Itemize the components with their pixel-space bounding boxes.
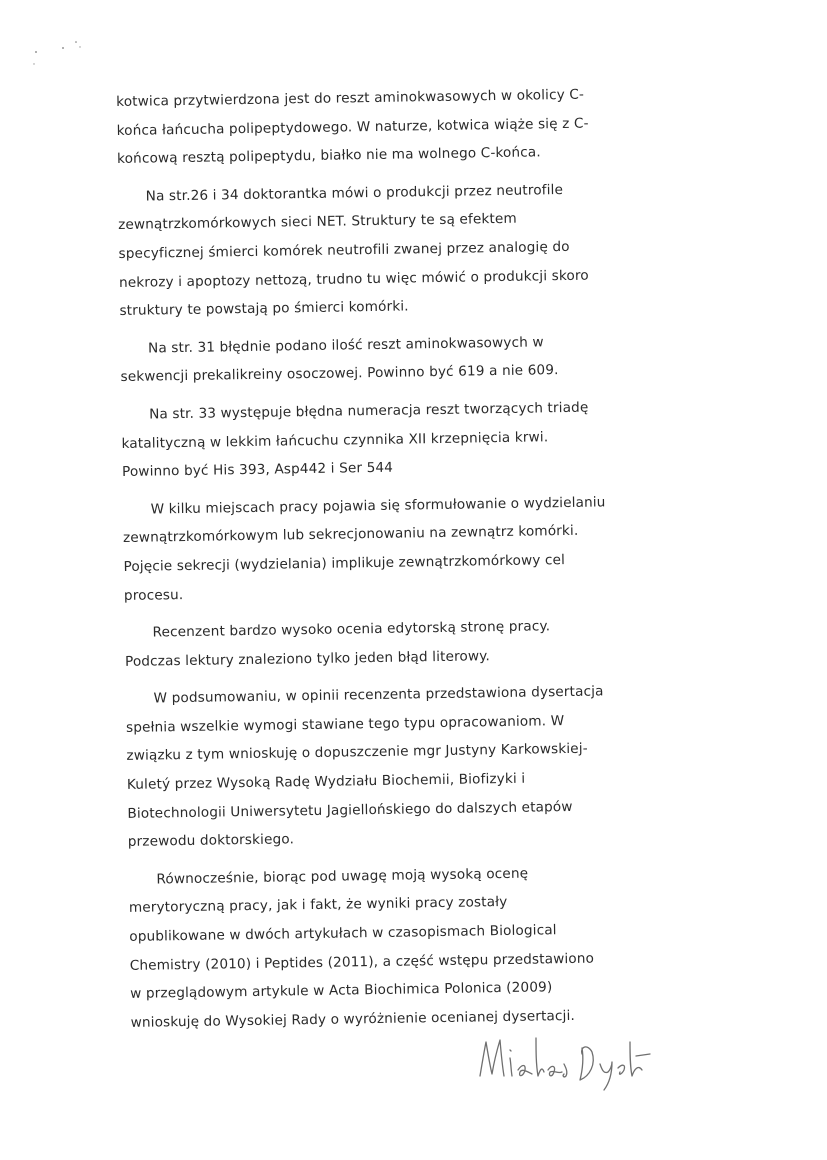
text-line: sekwencji prekalikreiny osoczowej. Powinno być 619 a nie 609. [120,362,559,386]
text-line: przewodu doktorskiego. [127,831,295,851]
text-line: Na str. 33 występuje błędna numeracja reszt tworzących triadę [149,399,589,423]
text-line: zewnątrzkomórkowym lub sekrecjonowaniu na zewnątrz komórki. [122,523,579,547]
text-line: W kilku miejscach pracy pojawia się sformułowanie o wydzielaniu [150,494,606,518]
paragraph-net-structures [117,173,719,325]
text-line: końca łańcucha polipeptydowego. W naturze, kotwica wiąże się z C- [116,115,589,139]
text-line: specyficznej śmierci komórek neutrofili zwanej przez analogię do [118,238,570,262]
text-line: Na str.26 i 34 doktorantka mówi o produkcji przez neutrofile [145,181,564,205]
text-line: struktury te powstają po śmierci komórki. [119,298,409,320]
paragraph-prekallikrein-count [120,325,721,392]
paragraph-summary-conclusion [125,676,728,857]
paragraph-anchor-description [116,79,717,174]
text-line: Recenzent bardzo wysoko ocenia edytorską stronę pracy. [152,618,551,641]
paragraph-editorial-assessment [124,610,725,677]
text-line: Pojęcie sekrecji (wydzielania) implikuje zewnątrzkomórkowy cel [123,551,566,575]
text-line: w przeglądowym artykule w Acta Biochimica Polonica (2009) [130,979,553,1003]
handwritten-signature [470,1024,670,1094]
text-line: Równocześnie, biorąc pod uwagę moją wysoką ocenę [156,865,529,888]
text-line: związku z tym wnioskuję o dopuszczenie mgr Justyny Karkowskiej- [126,741,588,765]
text-line: Na str. 31 błędnie podano ilość reszt aminokwasowych w [147,334,544,357]
text-line: W podsumowaniu, w opinii recenzenta przedstawiona dysertacja [153,683,604,707]
text-line: zewnątrzkomórkowych sieci NET. Struktury te są efektem [118,211,517,234]
text-line: Kuletý przez Wysoką Radę Wydziału Biochemii, Biofizyki i [126,770,526,793]
text-line: merytoryczną pracy, jak i fakt, że wyniki pracy zostały [128,894,508,917]
text-line: Biotechnologii Uniwersytetu Jagiellońskiego do dalszych etapów [127,798,573,822]
paragraph-distinction-request [128,856,731,1037]
text-line: katalityczną w lekkim łańcuchu czynnika XII krzepnięcia krwi. [121,428,549,452]
review-text-body [116,79,731,1038]
text-line: Podczas lektury znaleziono tylko jeden błąd literowy. [124,647,491,670]
text-line: nekrozy i apoptozy nettozą, trudno tu więc mówić o produkcji skoro [118,267,589,291]
scan-speck-marks [30,34,90,74]
text-line: opublikowane w dwóch artykułach w czasopismach Biological [129,922,557,945]
paragraph-catalytic-triad [121,391,722,486]
paragraph-secretion-wording [122,486,724,610]
text-line: wnioskuję do Wysokiej Rady o wyróżnienie ocenianej dysertacji. [130,1007,576,1031]
text-line: Powinno być His 393, Asp442 i Ser 544 [121,459,394,481]
text-line: procesu. [123,586,184,604]
text-line: końcową resztą polipeptydu, białko nie ma wolnego C-końca. [116,144,541,168]
text-line: spełnia wszelkie wymogi stawiane tego typu opracowaniom. W [125,712,565,736]
text-line: kotwica przytwierdzona jest do reszt aminokwasowych w okolicy C- [116,86,585,110]
text-line: Chemistry (2010) i Peptides (2011), a część wstępu przedstawiono [129,950,595,974]
